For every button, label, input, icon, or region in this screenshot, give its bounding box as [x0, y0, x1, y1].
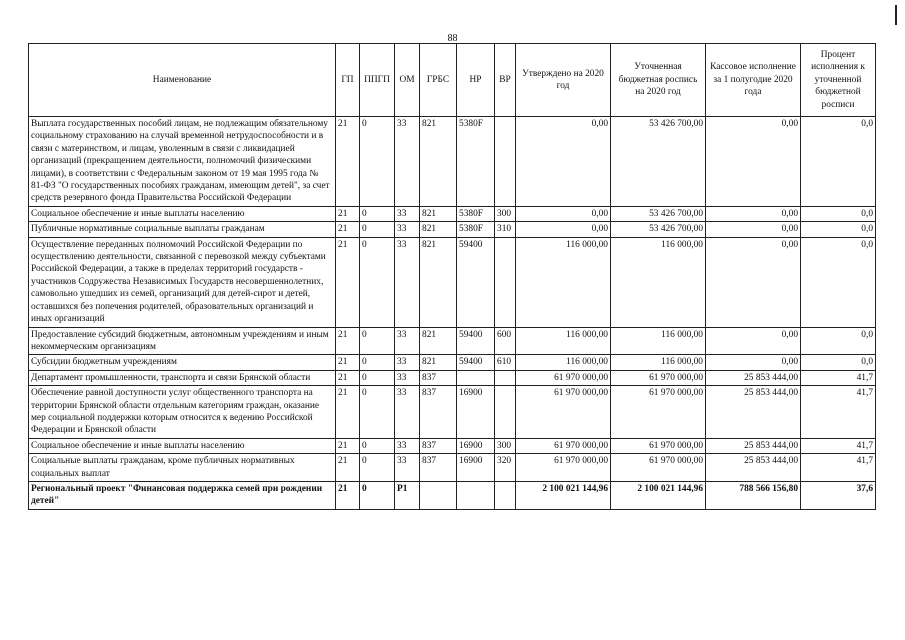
cell-ppgp: 0: [360, 355, 395, 370]
cell-om: Р1: [395, 481, 420, 509]
budget-table: [28, 43, 876, 510]
cell-percent: 0,0: [801, 237, 876, 327]
cell-name: Департамент промышленности, транспорта и связи Брянской области: [29, 370, 336, 385]
cell-gp: 21: [336, 222, 360, 237]
cell-cash: 25 853 444,00: [706, 370, 801, 385]
header-name: Наименование: [29, 44, 336, 117]
cell-vr: [495, 117, 516, 207]
cell-grbs: 837: [420, 386, 457, 439]
cell-cash: 0,00: [706, 206, 801, 221]
cell-gp: 21: [336, 386, 360, 439]
cell-om: 33: [395, 237, 420, 327]
cell-ppgp: 0: [360, 327, 395, 355]
cell-np: 16900: [457, 386, 495, 439]
cell-name: Социальное обеспечение и иные выплаты населению: [29, 438, 336, 453]
header-ppgp: ППГП: [360, 44, 395, 117]
cell-om: 33: [395, 386, 420, 439]
cell-approved: 116 000,00: [516, 327, 611, 355]
cell-name: Субсидии бюджетным учреждениям: [29, 355, 336, 370]
cell-refined: 61 970 000,00: [611, 386, 706, 439]
cell-refined: 61 970 000,00: [611, 370, 706, 385]
cell-om: 33: [395, 327, 420, 355]
cell-percent: 41,7: [801, 370, 876, 385]
cell-name: Социальные выплаты гражданам, кроме публичных нормативных социальных выплат: [29, 454, 336, 482]
cell-name: Социальное обеспечение и иные выплаты населению: [29, 206, 336, 221]
edge-mark: [895, 5, 897, 25]
cell-percent: 41,7: [801, 438, 876, 453]
cell-np: 16900: [457, 454, 495, 482]
cell-ppgp: 0: [360, 481, 395, 509]
cell-cash: 25 853 444,00: [706, 386, 801, 439]
cell-grbs: 821: [420, 237, 457, 327]
cell-refined: 2 100 021 144,96: [611, 481, 706, 509]
table-row: [29, 222, 876, 237]
cell-approved: 61 970 000,00: [516, 454, 611, 482]
cell-approved: 2 100 021 144,96: [516, 481, 611, 509]
table-row: [29, 355, 876, 370]
table-row: [29, 237, 876, 327]
page-number: 88: [447, 33, 458, 44]
cell-approved: 116 000,00: [516, 355, 611, 370]
header-grbs: ГРБС: [420, 44, 457, 117]
cell-np: 59400: [457, 237, 495, 327]
cell-cash: 0,00: [706, 355, 801, 370]
cell-approved: 61 970 000,00: [516, 438, 611, 453]
table-row: [29, 481, 876, 509]
cell-np: 59400: [457, 355, 495, 370]
cell-np: 16900: [457, 438, 495, 453]
cell-name: Выплата государственных пособий лицам, не подлежащим обязательному социальному страхованию на случай временной нетрудоспособности и в связи с материнством, и лицам, уволенным в связи с ликвидацией организаций (прекращением деятельности, полномочий физическими лицами), в соответствии с Федеральным законом от 19 мая 1995 года № 81-ФЗ "О государственных пособиях гражданам, имеющим детей", за счет средств резервного фонда Правительства Российской Федерации: [29, 117, 336, 207]
cell-np: [457, 370, 495, 385]
cell-cash: 25 853 444,00: [706, 438, 801, 453]
cell-percent: 0,0: [801, 327, 876, 355]
cell-refined: 116 000,00: [611, 355, 706, 370]
table-row: [29, 386, 876, 439]
cell-name: Осуществление переданных полномочий Российской Федерации по осуществлению деятельности, связанной с перевозкой между субъектами Российской Федерации, а также в пределах территорий государств - участников Содружества Независимых Государств несовершеннолетних, самовольно ушедших из семей, организаций для детей-сирот и детей, оставшихся без попечения родителей, образовательных организаций и иных организаций: [29, 237, 336, 327]
cell-grbs: 821: [420, 222, 457, 237]
cell-gp: 21: [336, 454, 360, 482]
cell-refined: 53 426 700,00: [611, 222, 706, 237]
cell-refined: 61 970 000,00: [611, 454, 706, 482]
cell-vr: 600: [495, 327, 516, 355]
cell-np: 5380F: [457, 222, 495, 237]
cell-grbs: 837: [420, 454, 457, 482]
cell-approved: 116 000,00: [516, 237, 611, 327]
cell-approved: 0,00: [516, 206, 611, 221]
cell-percent: 37,6: [801, 481, 876, 509]
cell-om: 33: [395, 438, 420, 453]
cell-approved: 0,00: [516, 222, 611, 237]
cell-approved: 0,00: [516, 117, 611, 207]
cell-grbs: 821: [420, 206, 457, 221]
cell-percent: 0,0: [801, 222, 876, 237]
cell-vr: 300: [495, 438, 516, 453]
cell-vr: [495, 370, 516, 385]
cell-np: 5380F: [457, 117, 495, 207]
cell-vr: [495, 237, 516, 327]
cell-percent: 0,0: [801, 206, 876, 221]
cell-grbs: 821: [420, 355, 457, 370]
cell-refined: 116 000,00: [611, 327, 706, 355]
cell-om: 33: [395, 355, 420, 370]
cell-vr: 610: [495, 355, 516, 370]
cell-ppgp: 0: [360, 117, 395, 207]
cell-refined: 61 970 000,00: [611, 438, 706, 453]
cell-name: Региональный проект "Финансовая поддержка семей при рождении детей": [29, 481, 336, 509]
cell-vr: 320: [495, 454, 516, 482]
cell-gp: 21: [336, 117, 360, 207]
cell-approved: 61 970 000,00: [516, 386, 611, 439]
cell-cash: 788 566 156,80: [706, 481, 801, 509]
cell-name: Обеспечение равной доступности услуг общественного транспорта на территории Брянской области отдельным категориям граждан, оказание мер социальной поддержки которым относится к ведению Российской Федерации и Брянской области: [29, 386, 336, 439]
cell-grbs: [420, 481, 457, 509]
table-row: [29, 117, 876, 207]
cell-vr: [495, 481, 516, 509]
cell-approved: 61 970 000,00: [516, 370, 611, 385]
cell-gp: 21: [336, 355, 360, 370]
cell-np: [457, 481, 495, 509]
header-vr: ВР: [495, 44, 516, 117]
cell-om: 33: [395, 206, 420, 221]
cell-percent: 0,0: [801, 117, 876, 207]
cell-cash: 0,00: [706, 222, 801, 237]
table-row: [29, 370, 876, 385]
cell-vr: 300: [495, 206, 516, 221]
header-cash: Кассовое исполнение за 1 полугодие 2020 года: [706, 44, 801, 117]
header-approved: Утверждено на 2020 год: [516, 44, 611, 117]
header-percent: Процент исполнения к уточненной бюджетной росписи: [801, 44, 876, 117]
cell-refined: 116 000,00: [611, 237, 706, 327]
table-row: [29, 206, 876, 221]
cell-ppgp: 0: [360, 237, 395, 327]
cell-name: Публичные нормативные социальные выплаты гражданам: [29, 222, 336, 237]
cell-ppgp: 0: [360, 438, 395, 453]
cell-gp: 21: [336, 237, 360, 327]
table-row: [29, 454, 876, 482]
cell-refined: 53 426 700,00: [611, 206, 706, 221]
cell-om: 33: [395, 222, 420, 237]
cell-cash: 0,00: [706, 117, 801, 207]
header-row: [29, 44, 876, 117]
cell-gp: 21: [336, 438, 360, 453]
header-om: ОМ: [395, 44, 420, 117]
cell-gp: 21: [336, 327, 360, 355]
cell-refined: 53 426 700,00: [611, 117, 706, 207]
cell-percent: 41,7: [801, 454, 876, 482]
cell-cash: 0,00: [706, 237, 801, 327]
header-gp: ГП: [336, 44, 360, 117]
cell-percent: 0,0: [801, 355, 876, 370]
table-row: [29, 327, 876, 355]
cell-np: 59400: [457, 327, 495, 355]
cell-grbs: 821: [420, 327, 457, 355]
cell-om: 33: [395, 117, 420, 207]
cell-percent: 41,7: [801, 386, 876, 439]
cell-gp: 21: [336, 206, 360, 221]
cell-gp: 21: [336, 370, 360, 385]
cell-om: 33: [395, 454, 420, 482]
cell-ppgp: 0: [360, 370, 395, 385]
cell-ppgp: 0: [360, 206, 395, 221]
cell-grbs: 821: [420, 117, 457, 207]
cell-name: Предоставление субсидий бюджетным, автономным учреждениям и иным некоммерческим организациям: [29, 327, 336, 355]
cell-np: 5380F: [457, 206, 495, 221]
table-row: [29, 438, 876, 453]
cell-ppgp: 0: [360, 454, 395, 482]
cell-vr: 310: [495, 222, 516, 237]
cell-ppgp: 0: [360, 222, 395, 237]
header-refined: Уточненная бюджетная роспись на 2020 год: [611, 44, 706, 117]
cell-cash: 0,00: [706, 327, 801, 355]
cell-grbs: 837: [420, 438, 457, 453]
cell-grbs: 837: [420, 370, 457, 385]
header-np: НР: [457, 44, 495, 117]
cell-om: 33: [395, 370, 420, 385]
cell-vr: [495, 386, 516, 439]
cell-ppgp: 0: [360, 386, 395, 439]
cell-gp: 21: [336, 481, 360, 509]
cell-cash: 25 853 444,00: [706, 454, 801, 482]
